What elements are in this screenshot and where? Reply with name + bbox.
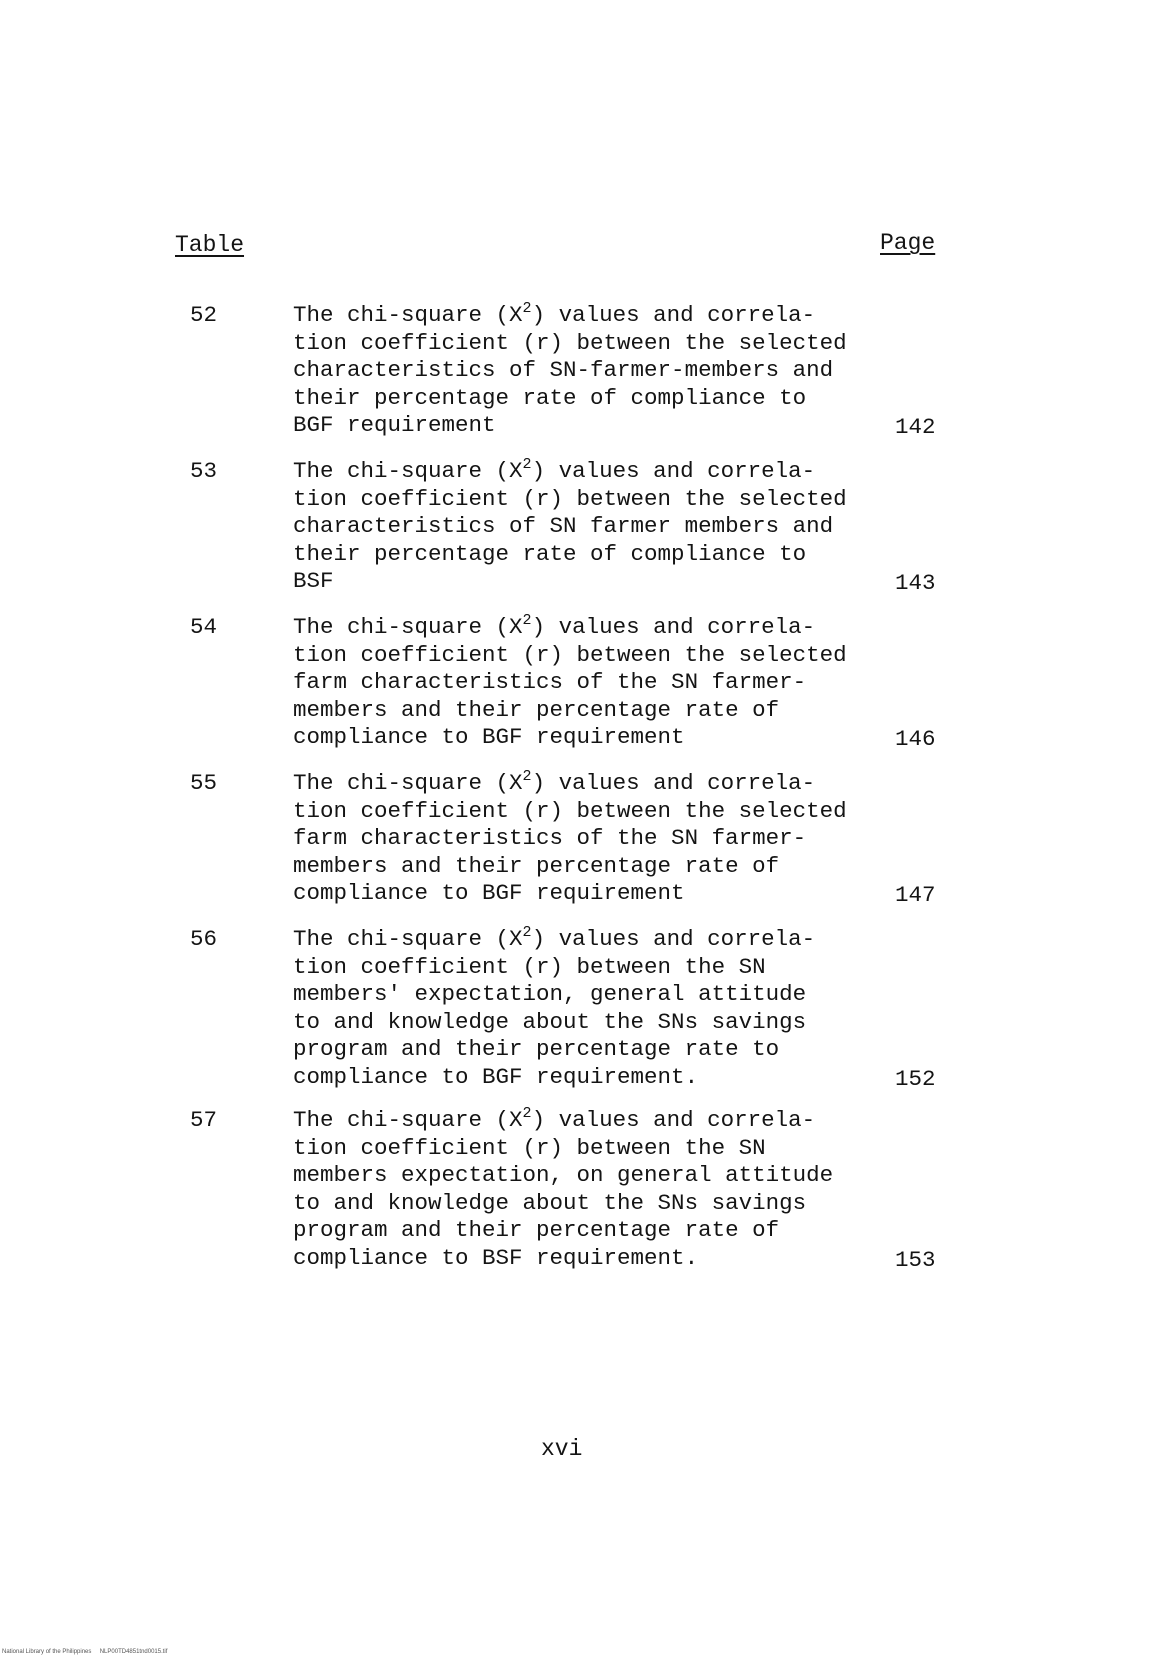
table-title-line: BSF — [293, 568, 334, 595]
table-title-line: their percentage rate of compliance to — [293, 540, 807, 567]
table-title — [293, 926, 815, 1092]
table-title-line: to and knowledge about the SNs savings — [293, 1008, 807, 1035]
table-title-line: The chi-square $(X^2)$ values and correla- — [293, 924, 816, 952]
table-title-line: members and their percentage rate of — [293, 696, 780, 723]
table-title — [293, 458, 847, 596]
table-title-line: characteristics of SN-farmer-members and — [293, 357, 834, 384]
table-title — [293, 302, 847, 440]
table-title-line: farm characteristics of the SN farmer- — [293, 825, 807, 852]
table-title-line: compliance to BGF requirement — [293, 880, 685, 907]
page-number: 152 — [895, 1066, 936, 1092]
table-number: 57 — [190, 1107, 218, 1133]
table-title-line: BGF requirement — [293, 412, 496, 439]
table-title-line: The chi-square $(X^2)$ values and correla- — [293, 612, 816, 640]
table-title-line: compliance to BSF requirement. — [293, 1244, 699, 1271]
table-title-line: The chi-square $(X^2)$ values and correla- — [293, 768, 816, 796]
table-title-line: members' expectation, general attitude — [293, 981, 807, 1008]
page-number: 147 — [895, 882, 936, 909]
table-title-line: tion coefficient (r) between the SN — [293, 953, 766, 980]
table-title-line: program and their percentage rate of — [293, 1217, 780, 1244]
table-title-line: tion coefficient (r) between the selected — [293, 641, 847, 668]
table-number: 52 — [190, 302, 218, 328]
table-title-line: program and their percentage rate to — [293, 1036, 780, 1063]
table-number: 54 — [190, 614, 218, 640]
table-title-line: compliance to BGF requirement. — [293, 1063, 699, 1090]
table-title-line: farm characteristics of the SN farmer- — [293, 669, 807, 696]
table-title-line: their percentage rate of compliance to — [293, 384, 807, 411]
table-title-line: members and their percentage rate of — [293, 852, 780, 879]
table-title-line: The chi-square $(X^2)$ values and correla- — [293, 1105, 816, 1133]
table-title-line: tion coefficient (r) between the SN — [293, 1134, 766, 1161]
page-number: 146 — [895, 726, 936, 753]
table-title-line: tion coefficient (r) between the selected — [293, 797, 847, 824]
page-column-header: Page — [880, 230, 936, 256]
page-number: 153 — [895, 1247, 936, 1273]
table-title-line: tion coefficient (r) between the selected — [293, 485, 847, 512]
page-number: 142 — [895, 414, 936, 441]
table-title-line: members expectation, on general attitude — [293, 1162, 834, 1189]
table-title — [293, 1107, 833, 1273]
table-number: 56 — [190, 926, 218, 952]
page-folio: xvi — [541, 1436, 583, 1462]
table-title-line: to and knowledge about the SNs savings — [293, 1189, 807, 1216]
table-title-line: The chi-square $(X^2)$ values and correla- — [293, 300, 816, 328]
page-number: 143 — [895, 570, 936, 597]
table-title-line: compliance to BGF requirement — [293, 724, 685, 751]
table-title-line: characteristics of SN farmer members and — [293, 513, 834, 540]
table-title — [293, 770, 847, 908]
table-title-line: The chi-square $(X^2)$ values and correla- — [293, 456, 816, 484]
table-column-header: Table — [175, 232, 245, 258]
table-number: 53 — [190, 458, 218, 484]
table-number: 55 — [190, 770, 218, 796]
table-title — [293, 614, 847, 752]
table-title-line: tion coefficient (r) between the selected — [293, 329, 847, 356]
scan-footer-note: National Library of the Philippines NLP00TD4851tnd0015.tif — [2, 1649, 168, 1655]
